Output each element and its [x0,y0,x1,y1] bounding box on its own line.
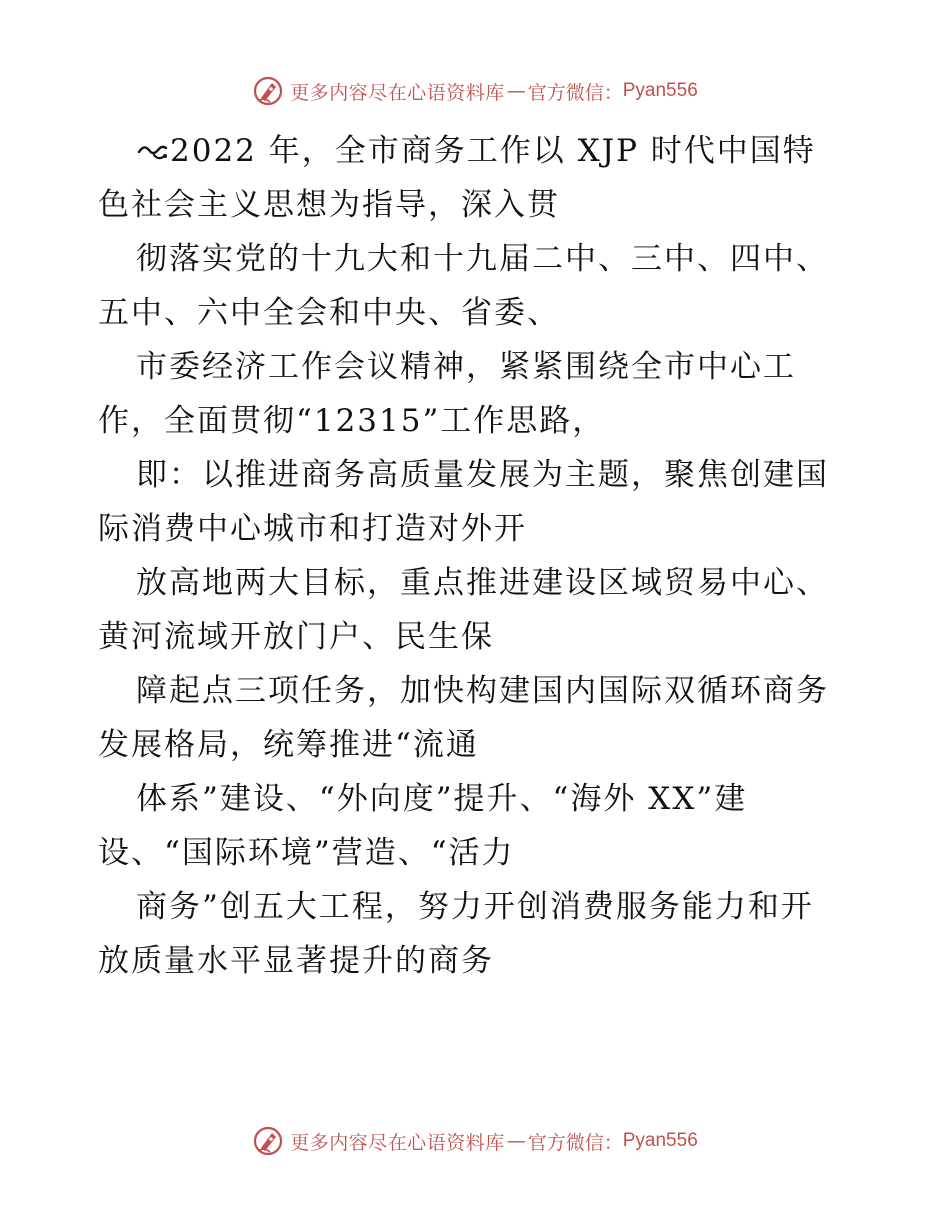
text-line: 五中、六中全会和中央、省委、 [98,295,560,331]
pen-logo-icon [252,1125,284,1157]
text-line: 体系”建设、“外向度”提升、“海外 XX”建 [136,781,748,817]
text-line [98,124,868,178]
text-line: 设、“国际环境”营造、“活力 [98,835,515,871]
flourish-icon [136,138,170,164]
text-line: 发展格局，统筹推进“流通 [98,727,479,763]
document-body [98,124,868,988]
text-line: 障起点三项任务，加快构建国内国际双循环商务 [136,673,829,709]
watermark-brand: 更多内容尽在心语资料库 [290,1131,505,1154]
watermark-dash: — [506,80,526,102]
watermark-wechat-id: Pyan556 [622,80,698,101]
text-line: 市委经济工作会议精神，紧紧围绕全市中心工 [136,349,796,385]
watermark-dash: — [506,1130,526,1152]
text-line: 作，全面贯彻“12315”工作思路， [98,403,606,439]
watermark-label: 官方微信： [527,1131,623,1154]
footer-watermark [0,1121,950,1161]
text-line: 际消费中心城市和打造对外开 [98,511,527,547]
text-line: 彻落实党的十九大和十九届二中、三中、四中、 [136,241,829,277]
watermark-wechat-id: Pyan556 [622,1130,698,1151]
text-line: 黄河流域开放门户、民生保 [98,619,494,655]
text-line: 色社会主义思想为指导，深入贯 [98,187,560,223]
watermark-brand: 更多内容尽在心语资料库 [290,81,505,104]
text-line: 放质量水平显著提升的商务 [98,943,494,979]
text-line: 商务”创五大工程，努力开创消费服务能力和开 [136,889,814,925]
text-line-content: 2022 年，全市商务工作以 XJP 时代中国特 [170,133,816,169]
text-line: 即：以推进商务高质量发展为主题，聚焦创建国 [136,457,829,493]
pen-logo-icon [252,75,284,107]
text-line: 放高地两大目标，重点推进建设区域贸易中心、 [136,565,829,601]
header-watermark [0,71,950,111]
watermark-label: 官方微信： [527,81,623,104]
